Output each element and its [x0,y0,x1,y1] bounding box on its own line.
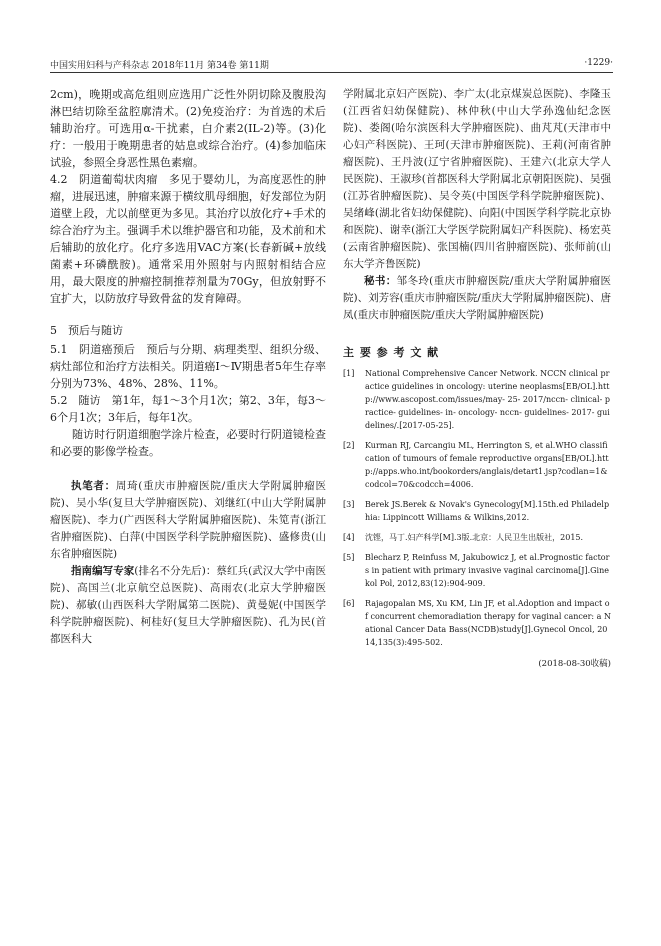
running-header [50,58,613,73]
reference-number: [6] [343,599,355,608]
reference-list [343,367,611,649]
reference-item [343,439,611,491]
left-column [50,86,326,648]
secretary-label: 秘书： [364,275,397,287]
reference-item [343,367,611,432]
reference-text: 沈铿，马丁.妇产科学[M].3版.北京：人民卫生出版社，2015. [365,533,584,542]
reference-item [343,498,611,524]
right-column [343,86,611,673]
paragraph-prognosis: 5.1 阴道癌预后 预后与分期、病理类型、组织分级、病灶部位和治疗方法相关。阴道癌Ⅰ～Ⅳ期患者5年生存率分别为73%、48%、28%、11%。 [50,343,326,390]
experts-list: (排名不分先后)：蔡红兵(武汉大学中南医院)、高国兰(北京航空总医院)、高雨农(北京大学肿瘤医院)、郝敏(山西医科大学附属第二医院)、黄曼妮(中国医学科学院肿瘤医院)、柯桂好(复旦大学肿瘤医院)、孔为民(首都医科大 [50,565,326,645]
reference-number: [3] [343,500,355,509]
journal-title: 中国实用妇科与产科杂志 2018年11月 第34卷 第11期 [50,61,269,71]
reference-text: Blecharz P, Reinfuss M, Jakubowicz J, et al.Prognostic factors in patient with primary invasive vaginal carcinoma[J].Ginekol Pol, 2012,83(12):904-909. [365,553,610,588]
reference-item [343,597,611,649]
reference-item [343,531,611,544]
authors-block [50,478,326,563]
experts-block [50,563,326,648]
reference-number: [1] [343,369,355,378]
authors-list: 周琦(重庆市肿瘤医院/重庆大学附属肿瘤医院)、吴小华(复旦大学肿瘤医院)、刘继红(中山大学附属肿瘤医院)、李力(广西医科大学附属肿瘤医院)、朱笕青(浙江省肿瘤医院)、白萍(中国医学科学院肿瘤医院)、盛修贵(山东省肿瘤医院) [50,480,327,560]
reference-text: Rajagopalan MS, Xu KM, Lin JF, et al.Adoption and impact of concurrent chemoradiation therapy for vaginal cancer: a National Cancer Data Bass(NCDB)study[J].Gynecol Oncol, 2014,135(3):495-502. [365,599,611,647]
paragraph-followup-exam: 随访时行阴道细胞学涂片检查，必要时行阴道镜检查和必要的影像学检查。 [50,428,326,458]
received-date: (2018-08-30收稿) [538,659,611,669]
authors-label: 执笔者： [71,480,116,492]
secretary-list: 邹冬玲(重庆市肿瘤医院/重庆大学附属肿瘤医院)、刘芳容(重庆市肿瘤医院/重庆大学附属肿瘤医院)、唐凤(重庆市肿瘤医院/重庆大学附属肿瘤医院) [343,275,611,321]
experts-label: 指南编写专家 [71,565,135,577]
secretary-block [343,273,611,324]
reference-item [343,551,611,590]
section-heading-prognosis: 5 预后与随访 [50,324,123,337]
paragraph-sarcoma-botryoides: 4.2 阴道葡萄状肉瘤 多见于婴幼儿，为高度恶性的肿瘤，进展迅速，肿瘤来源于横纹肌母细胞，好发部位为阴道壁上段，尤以前壁更为多见。其治疗以放化疗+手术的综合治疗为主。强调手术以维护器官和功能，及术前和术后辅助的放化疗。化疗多选用VAC方案(长春新碱+放线菌素+环磷酰胺)。通常采用外照射与内照射相结合应用，最大限度的肿瘤控制推荐剂量为70Gy，但放射野不宜扩大，以防放疗导致骨盆的发育障碍。 [50,173,326,305]
reference-text: Berek JS.Berek & Novak's Gynecology[M].15th.ed Philadelphia: Lippincott Williams & Wilkins,2012. [365,500,610,522]
paragraph-immunotherapy: 2cm)，晚期或高危组则应选用广泛性外阴切除及腹股沟淋巴结切除至盆腔廓清术。(2)免疫治疗：为首选的术后辅助治疗。可选用α-干扰素，白介素2(IL-2)等。(3)化疗：一般用于晚期患者的姑息或综合治疗。(4)参加临床试验，参照全身恶性黑色素瘤。 [50,88,326,169]
references-heading: 主 要 参 考 文 献 [343,346,440,359]
page-number: ·1229· [584,58,613,68]
reference-number: [4] [343,533,355,542]
reference-text: Kurman RJ, Carcangiu ML, Herrington S, et al.WHO classification of tumours of female reproductive organs[EB/OL].http://apps.who.int/bookorders/anglais/detart1.jsp?codlan=1&codcol=70&codcch=4006. [365,441,609,489]
reference-text: National Comprehensive Cancer Network. NCCN clinical practice guidelines in oncology: uterine neoplasms[EB/OL].http://www.ascopost.com/issues/may- 25- 2017/nccn- clinical- practice- guidelines- in- oncology- nccn- guidelines- 2017- guidelines/.[2017-05-25]. [365,369,610,430]
reference-number: [5] [343,553,355,562]
reference-number: [2] [343,441,355,450]
experts-continued: 学附属北京妇产医院)、李广太(北京煤炭总医院)、李隆玉(江西省妇幼保健院)、林仲秋(中山大学孙逸仙纪念医院)、娄阁(哈尔滨医科大学肿瘤医院)、曲芃芃(天津市中心妇产科医院)、王珂(天津市肿瘤医院)、王莉(河南省肿瘤医院)、王丹波(辽宁省肿瘤医院)、王建六(北京大学人民医院)、王淑珍(首都医科大学附属北京朝阳医院)、吴强(江苏省肿瘤医院)、吴令英(中国医学科学院肿瘤医院)、吴绪峰(湖北省妇幼保健院)、向阳(中国医学科学院北京协和医院)、谢幸(浙江大学医学院附属妇产科医院)、杨宏英(云南省肿瘤医院)、张国楠(四川省肿瘤医院)、张师前(山东大学齐鲁医院) [343,88,611,270]
paragraph-followup: 5.2 随访 第1年，每1～3个月1次；第2、3年，每3～6个月1次；3年后，每年1次。 [50,394,326,424]
